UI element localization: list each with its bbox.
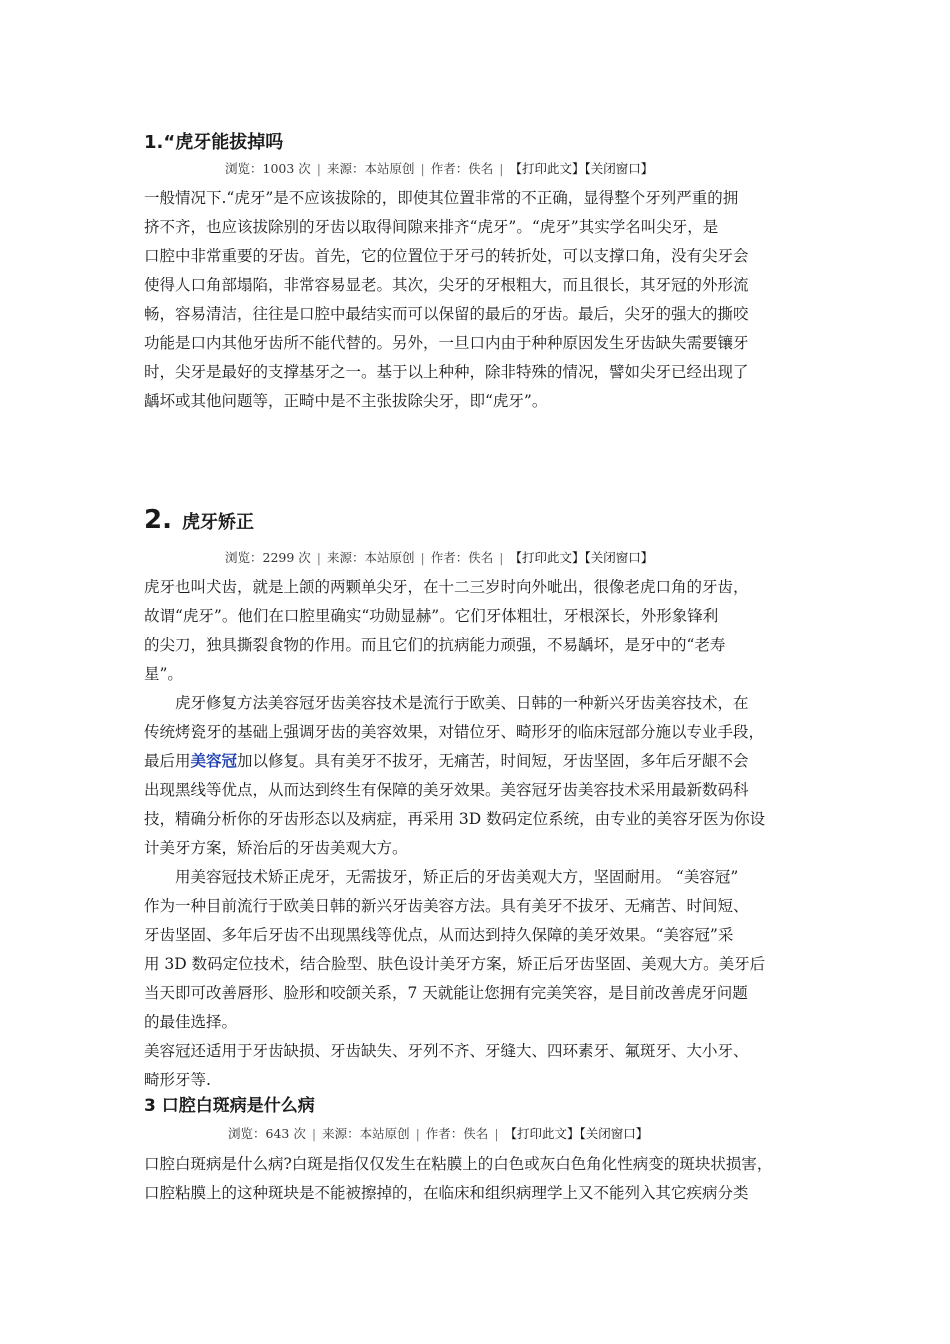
source-label: 来源：本站原创 — [327, 550, 415, 565]
text-line: 虎牙也叫犬齿，就是上颌的两颗单尖牙，在十二三岁时向外呲出，很像老虎口角的牙齿， — [144, 578, 749, 596]
meta-separator: | — [316, 161, 322, 176]
section-2-heading — [144, 504, 254, 539]
text-line: 畸形牙等. — [144, 1071, 211, 1089]
text-fragment: 加以修复。具有美牙不拔牙，无痛苦，时间短，牙齿坚固，多年后牙龈不会 — [237, 752, 749, 770]
close-window-link[interactable]: 【关闭窗口】 — [584, 161, 654, 176]
text-line: 时，尖牙是最好的支撑基牙之一。基于以上种种，除非特殊的情况，譬如尖牙已经出现了 — [144, 363, 749, 381]
section-1-meta — [225, 160, 653, 178]
meta-separator: | — [415, 1126, 420, 1141]
text-line: 畅，容易清洁，往往是口腔中最结实而可以保留的最后的牙齿。最后，尖牙的强大的撕咬 — [144, 305, 749, 323]
text-line: 当天即可改善唇形、脸形和咬颌关系，7 天就能让您拥有完美笑容，是目前改善虎牙问题 — [144, 984, 748, 1002]
section-1-body — [144, 184, 820, 416]
meta-separator: | — [494, 1126, 499, 1141]
author-label: 作者：佚名 — [425, 1126, 489, 1141]
text-line: 龋坏或其他问题等，正畸中是不主张拔除尖牙，即“虎牙”。 — [144, 392, 548, 410]
text-line: 牙齿坚固、多年后牙齿不出现黑线等优点，从而达到持久保障的美牙效果。“美容冠”采 — [144, 926, 734, 944]
views-count: 浏览：2299 次 — [225, 550, 311, 565]
text-line: 一般情况下.“虎牙”是不应该拔除的，即使其位置非常的不正确，显得整个牙列严重的拥 — [144, 189, 739, 207]
meta-separator: | — [316, 550, 322, 565]
section-3-heading: 3 口腔白斑病是什么病 — [144, 1096, 315, 1116]
source-label: 来源：本站原创 — [322, 1126, 410, 1141]
text-line: 挤不齐，也应该拔除别的牙齿以取得间隙来排齐“虎牙”。“虎牙”其实学名叫尖牙，是 — [144, 218, 719, 236]
print-article-link[interactable]: 【打印此文】 — [504, 1126, 580, 1141]
text-line: 传统烤瓷牙的基础上强调牙齿的美容效果，对错位牙、畸形牙的临床冠部分施以专业手段， — [144, 723, 765, 741]
text-line: 口腔白斑病是什么病?白斑是指仅仅发生在粘膜上的白色或灰白色角化性病变的斑块状损害， — [144, 1155, 773, 1173]
section-3-meta — [228, 1125, 648, 1143]
text-line: 的尖刀，独具撕裂食物的作用。而且它们的抗病能力顽强，不易龋坏，是牙中的“老寿 — [144, 636, 726, 654]
beauty-crown-link[interactable]: 美容冠 — [190, 752, 238, 770]
source-label: 来源：本站原创 — [327, 161, 415, 176]
author-label: 作者：佚名 — [430, 161, 494, 176]
text-line: 功能是口内其他牙齿所不能代替的。另外，一旦口内由于种种原因发生牙齿缺失需要镶牙 — [144, 334, 749, 352]
section-1-heading: 1.“虎牙能拔掉吗 — [144, 132, 284, 153]
print-article-link[interactable]: 【打印此文】 — [509, 161, 585, 176]
text-line: 使得人口角部塌陷，非常容易显老。其次，尖牙的牙根粗大，而且很长，其牙冠的外形流 — [144, 276, 749, 294]
text-line: 虎牙修复方法美容冠牙齿美容技术是流行于欧美、日韩的一种新兴牙齿美容技术，在 — [144, 694, 749, 712]
meta-separator: | — [499, 161, 504, 176]
section-3-body — [144, 1150, 834, 1208]
section-2-meta — [225, 549, 653, 567]
views-count: 浏览：1003 次 — [225, 161, 311, 176]
text-line-with-link — [144, 747, 820, 776]
close-window-link[interactable]: 【关闭窗口】 — [584, 550, 654, 565]
text-line: 作为一种目前流行于欧美日韩的新兴牙齿美容方法。具有美牙不拔牙、无痛苦、时间短、 — [144, 897, 749, 915]
text-line: 口腔中非常重要的牙齿。首先，它的位置位于牙弓的转折处，可以支撑口角，没有尖牙会 — [144, 247, 749, 265]
text-line: 用 3D 数码定位技术，结合脸型、肤色设计美牙方案，矫正后牙齿坚固、美观大方。美牙后 — [144, 955, 766, 973]
section-2-number: 2. — [144, 505, 172, 535]
views-count: 浏览：643 次 — [228, 1126, 306, 1141]
text-line: 星”。 — [144, 665, 183, 683]
close-window-link[interactable]: 【关闭窗口】 — [579, 1126, 649, 1141]
meta-separator: | — [311, 1126, 317, 1141]
section-2-title: 虎牙矫正 — [181, 512, 254, 533]
text-line: 口腔粘膜上的这种斑块是不能被擦掉的，在临床和组织病理学上又不能列入其它疾病分类 — [144, 1184, 749, 1202]
text-line: 计美牙方案，矫治后的牙齿美观大方。 — [144, 839, 408, 857]
text-line: 的最佳选择。 — [144, 1013, 238, 1031]
meta-separator: | — [499, 550, 504, 565]
meta-separator: | — [420, 550, 425, 565]
author-label: 作者：佚名 — [430, 550, 494, 565]
text-line: 用美容冠技术矫正虎牙，无需拔牙，矫正后的牙齿美观大方，坚固耐用。 “美容冠” — [144, 868, 739, 886]
text-line: 美容冠还适用于牙齿缺损、牙齿缺失、牙列不齐、牙缝大、四环素牙、氟斑牙、大小牙、 — [144, 1042, 749, 1060]
section-2-body — [144, 573, 820, 1095]
meta-separator: | — [420, 161, 425, 176]
text-line: 技，精确分析你的牙齿形态以及病症，再采用 3D 数码定位系统，由专业的美容牙医为你设 — [144, 810, 766, 828]
print-article-link[interactable]: 【打印此文】 — [509, 550, 585, 565]
text-line: 故谓“虎牙”。他们在口腔里确实“功勋显赫”。它们牙体粗壮，牙根深长，外形象锋利 — [144, 607, 719, 625]
text-fragment: 最后用 — [144, 752, 191, 770]
text-line: 出现黑线等优点，从而达到终生有保障的美牙效果。美容冠牙齿美容技术采用最新数码科 — [144, 781, 749, 799]
